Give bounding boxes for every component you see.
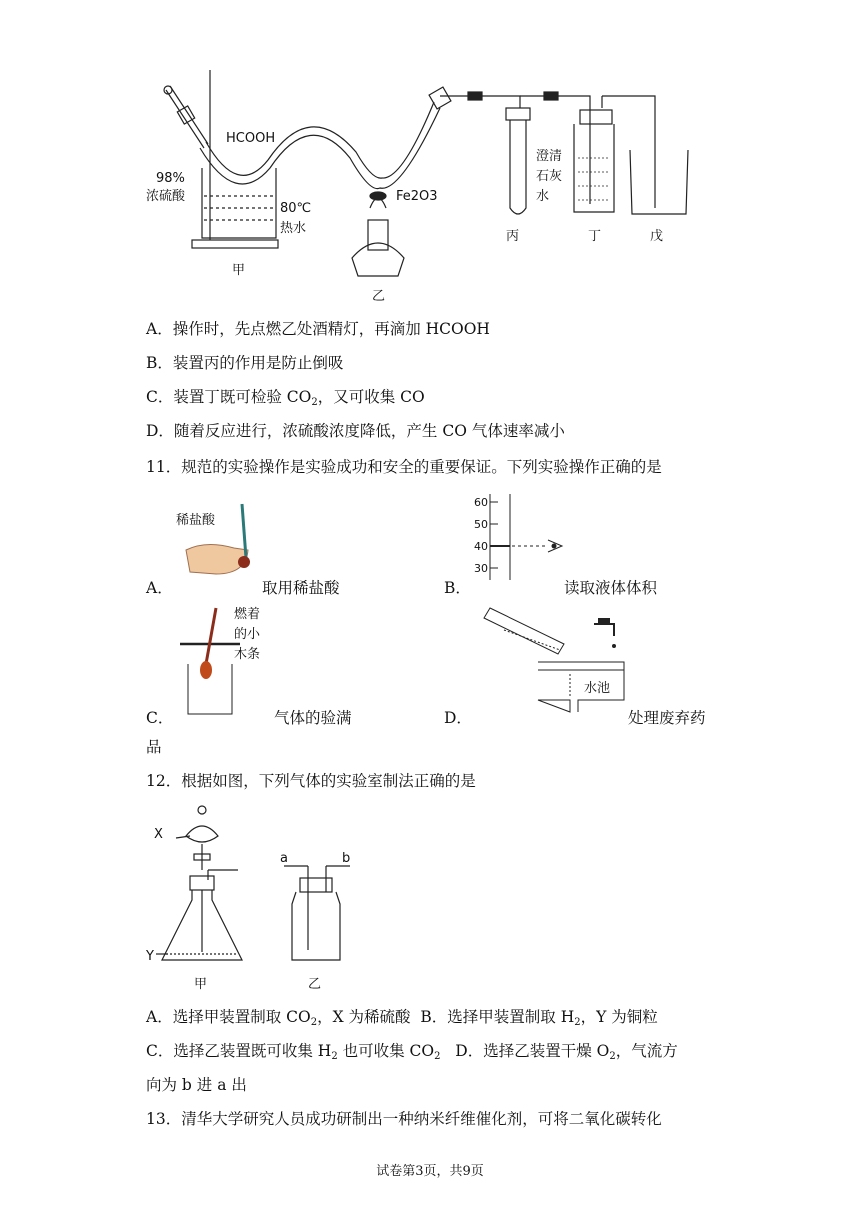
q12-fig-label-jia: 甲 xyxy=(194,977,208,992)
q12-fig-label-y: Y xyxy=(146,949,154,964)
q11-fig-d-label: 水池 xyxy=(584,681,611,696)
q11-fig-c-label-1: 燃着 xyxy=(234,607,261,622)
q11-option-c-text: 气体的验满 xyxy=(274,709,352,727)
q10-apparatus-figure xyxy=(140,68,720,308)
q12-option-d: D．选择乙装置干燥 $O_2$，气流方 xyxy=(455,1042,678,1062)
q11-figure-c xyxy=(176,604,286,718)
fig-label-temp: 80℃ xyxy=(280,201,312,216)
q11-fig-b-tick-40: 40 xyxy=(474,540,488,553)
q12-fig-label-yi: 乙 xyxy=(308,977,322,992)
fig-label-yi: 乙 xyxy=(372,289,386,304)
q11-fig-a-label: 稀盐酸 xyxy=(176,513,216,528)
q11-option-d-letter: D． xyxy=(444,709,472,727)
q11-option-a-letter: A． xyxy=(146,579,173,597)
q12-option-a: A．选择甲装置制取 $CO_2$，X 为稀硫酸 xyxy=(146,1008,411,1028)
q11-option-d-wrap: 品 xyxy=(146,738,162,756)
fig-label-limewater-1: 澄清 xyxy=(536,149,563,164)
fig-label-bing: 丙 xyxy=(506,229,520,244)
q12-option-d-wrap: 向为 b 进 a 出 xyxy=(146,1076,247,1094)
fig-label-fe2o3: Fe2O3 xyxy=(396,189,438,204)
q11-option-c-letter: C． xyxy=(146,709,174,727)
q11-fig-c-label-3: 木条 xyxy=(234,647,261,662)
q13-stem: 13．清华大学研究人员成功研制出一种纳米纤维催化剂，可将二氧化碳转化 xyxy=(146,1110,662,1128)
q10-option-a: A．操作时，先点燃乙处酒精灯，再滴加 HCOOH xyxy=(146,320,490,338)
q10-option-d: D．随着反应进行，浓硫酸浓度降低，产生 CO 气体速率减小 xyxy=(146,422,565,440)
q11-option-b-letter: B． xyxy=(444,579,471,597)
q11-fig-b-tick-50: 50 xyxy=(474,518,488,531)
fig-label-acid-pct: 98% xyxy=(156,171,185,186)
q11-option-a-text: 取用稀盐酸 xyxy=(262,579,340,597)
fig-label-limewater-3: 水 xyxy=(536,189,550,204)
fig-label-hcooh: HCOOH xyxy=(226,131,276,146)
q12-option-c-d xyxy=(146,1040,678,1062)
q12-fig-label-b: b xyxy=(342,851,351,866)
q11-fig-b-tick-60: 60 xyxy=(474,496,488,509)
fig-label-ding: 丁 xyxy=(588,229,602,244)
q12-option-c: C．选择乙装置既可收集 $H_2$ 也可收集 $CO_2$ xyxy=(146,1042,441,1062)
fig-label-jia: 甲 xyxy=(232,263,246,278)
fig-label-limewater-2: 石灰 xyxy=(536,169,563,184)
q10-option-c: C．装置丁既可检验 $CO_2$，又可收集 CO xyxy=(146,388,425,408)
q11-fig-c-label-2: 的小 xyxy=(234,627,261,642)
fig-label-acid-name: 浓硫酸 xyxy=(146,189,186,204)
q11-fig-b-tick-30: 30 xyxy=(474,562,488,575)
q12-fig-label-x: X xyxy=(154,827,163,842)
fig-label-hot-water: 热水 xyxy=(280,221,307,236)
q11-figure-b xyxy=(474,490,574,584)
q11-figure-d xyxy=(474,604,634,718)
q11-option-b-text: 读取液体体积 xyxy=(564,579,658,597)
q12-stem: 12．根据如图，下列气体的实验室制法正确的是 xyxy=(146,772,476,790)
q12-fig-label-a: a xyxy=(280,851,288,866)
q11-option-d-text: 处理废弃药 xyxy=(628,709,706,727)
q11-stem: 11．规范的实验操作是实验成功和安全的重要保证。下列实验操作正确的是 xyxy=(146,458,662,476)
fig-label-wu: 戊 xyxy=(650,229,664,244)
q12-option-a-b xyxy=(146,1006,658,1028)
q12-apparatus-figure xyxy=(146,800,366,996)
page-footer: 试卷第3页，共9页 xyxy=(376,1164,484,1179)
q11-figure-a xyxy=(176,490,276,584)
q12-option-b: B．选择甲装置制取 $H_2$，Y 为铜粒 xyxy=(420,1008,658,1028)
q10-option-b: B．装置丙的作用是防止倒吸 xyxy=(146,354,344,372)
